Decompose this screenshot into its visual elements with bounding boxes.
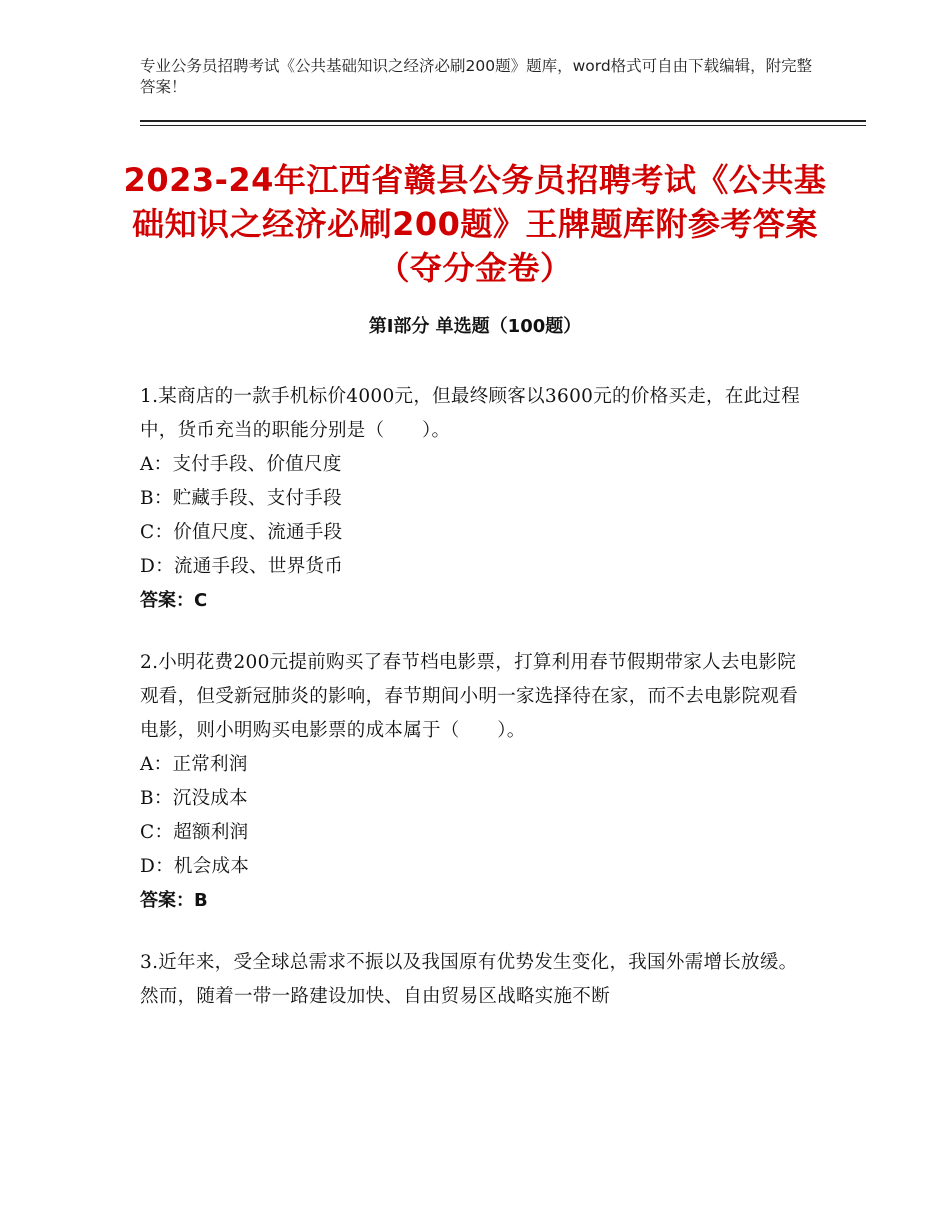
option-d: D：机会成本: [140, 856, 250, 877]
option-c: C：价值尺度、流通手段: [140, 522, 343, 543]
answer-line: 答案：C: [140, 590, 208, 611]
header-note: 专业公务员招聘考试《公共基础知识之经济必刷200题》题库，word格式可自由下载编辑，附完整答案！: [140, 57, 813, 96]
question-text: 2.小明花费200元提前购买了春节档电影票，打算利用春节假期带家人去电影院观看，但受新冠肺炎的影响，春节期间小明一家选择待在家，而不去电影院观看电影，则小明购买电影票的成本属于（ ）。: [140, 652, 799, 741]
option-a: A：正常利润: [140, 754, 248, 775]
question-text: 1.某商店的一款手机标价4000元，但最终顾客以3600元的价格买走，在此过程中，货币充当的职能分别是（ ）。: [140, 386, 801, 441]
question-item: [140, 380, 812, 618]
question-text: 3.近年来，受全球总需求不振以及我国原有优势发生变化，我国外需增长放缓。然而，随着一带一路建设加快、自由贸易区战略实施不断: [140, 952, 798, 1007]
section-title: 第I部分 单选题（100题）: [368, 316, 582, 337]
option-a: A：支付手段、价值尺度: [140, 454, 342, 475]
option-b: B：沉没成本: [140, 788, 248, 809]
answer-line: 答案：B: [140, 890, 208, 911]
option-d: D：流通手段、世界货币: [140, 556, 344, 577]
question-list: [140, 380, 812, 1042]
option-b: B：贮藏手段、支付手段: [140, 488, 342, 509]
header-divider-thin: [140, 125, 866, 126]
question-item: [140, 646, 812, 918]
option-c: C：超额利润: [140, 822, 249, 843]
document-title: 2023-24年江西省赣县公务员招聘考试《公共基础知识之经济必刷200题》王牌题库附参考答案（夺分金卷）: [123, 161, 827, 287]
question-item: [140, 946, 812, 1014]
header-divider-thick: [140, 120, 866, 122]
